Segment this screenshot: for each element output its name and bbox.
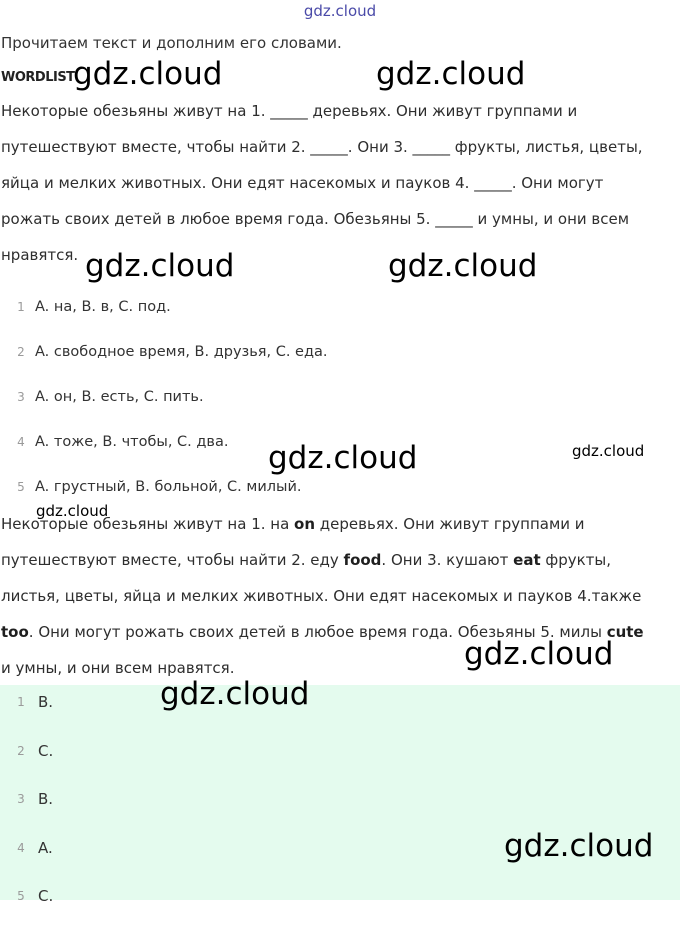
answer-item	[0, 734, 680, 783]
options-list	[0, 292, 680, 517]
option-item	[0, 427, 680, 472]
option-number: 3	[17, 390, 25, 404]
answers-panel	[0, 685, 680, 905]
watermark: gdz.cloud	[73, 56, 223, 92]
answer-keyword: cute	[606, 623, 644, 641]
watermark: gdz.cloud	[36, 502, 109, 520]
task-line: яйца и мелких животных. Они едят насекомых и пауков 4. _____. Они могут	[1, 174, 604, 192]
watermark: gdz.cloud	[85, 248, 235, 284]
answer-value: B.	[38, 790, 54, 808]
watermark: gdz.cloud	[464, 636, 614, 672]
watermark: gdz.cloud	[376, 56, 526, 92]
answer-line	[1, 542, 675, 578]
task-line: Некоторые обезьяны живут на 1. _____ деревьях. Они живут группами и	[1, 102, 578, 120]
answer-text-fragment: деревьях. Они живут группами и	[315, 515, 585, 533]
option-text: A. на, B. в, C. под.	[35, 299, 171, 315]
site-link[interactable]: gdz.cloud	[303, 2, 377, 20]
answer-value: C.	[38, 887, 54, 905]
intro-text: Прочитаем текст и дополним его словами.	[1, 34, 342, 52]
answer-text-fragment: . Они 3. кушают	[381, 551, 514, 569]
watermark: gdz.cloud	[388, 248, 538, 284]
option-text: A. он, B. есть, C. пить.	[35, 389, 204, 405]
option-number: 1	[17, 300, 25, 314]
answer-keyword: on	[294, 515, 316, 533]
option-item	[0, 292, 680, 337]
answer-item	[0, 831, 680, 880]
answer-text-fragment: Некоторые обезьяны живут на 1. на	[1, 515, 295, 533]
answer-value: C.	[38, 741, 54, 760]
answer-line	[1, 614, 675, 650]
wordlist-label: WORDLIST	[1, 70, 75, 85]
answer-text-fragment: путешествуют вместе, чтобы найти 2. еду	[1, 551, 344, 569]
watermark: gdz.cloud	[268, 440, 418, 476]
answer-item	[0, 782, 680, 831]
watermark: gdz.cloud	[160, 676, 310, 712]
answer-number: 1	[17, 695, 25, 709]
answer-paragraph	[1, 506, 675, 686]
option-text: A. грустный, B. больной, C. милый.	[35, 479, 302, 495]
answer-value: B.	[38, 693, 54, 711]
option-number: 2	[17, 345, 25, 359]
answer-line: и умны, и они всем нравятся.	[1, 659, 235, 677]
option-item	[0, 382, 680, 427]
option-number: 5	[17, 480, 25, 494]
task-line: путешествуют вместе, чтобы найти 2. _____. Они 3. _____ фрукты, листья, цветы,	[1, 138, 643, 156]
answer-keyword: too	[1, 623, 29, 641]
answer-line	[1, 506, 675, 542]
answer-item	[0, 685, 680, 734]
watermark: gdz.cloud	[504, 828, 654, 864]
answer-value: A.	[38, 838, 53, 857]
watermark: gdz.cloud	[572, 442, 645, 460]
answer-text-fragment: фрукты,	[540, 551, 612, 569]
answer-number: 5	[17, 889, 25, 903]
answer-keyword: eat	[513, 551, 541, 569]
answer-number: 2	[17, 743, 25, 758]
task-line: рожать своих детей в любое время года. Обезьяны 5. _____ и умны, и они всем	[1, 210, 630, 228]
task-line: нравятся.	[1, 246, 79, 264]
answer-number: 4	[17, 840, 25, 855]
option-item	[0, 337, 680, 382]
option-text: A. тоже, B. чтобы, C. два.	[35, 434, 229, 450]
answer-item	[0, 879, 680, 928]
answer-text-fragment: . Они могут рожать своих детей в любое время года. Обезьяны 5. милы	[28, 623, 607, 641]
option-number: 4	[17, 435, 25, 449]
option-text: A. свободное время, B. друзья, C. еда.	[35, 344, 328, 360]
answer-line: листья, цветы, яйца и мелких животных. Они едят насекомых и пауков 4.также	[1, 587, 642, 605]
answer-number: 3	[17, 792, 25, 806]
answer-keyword: food	[343, 551, 382, 569]
task-paragraph	[1, 93, 675, 273]
